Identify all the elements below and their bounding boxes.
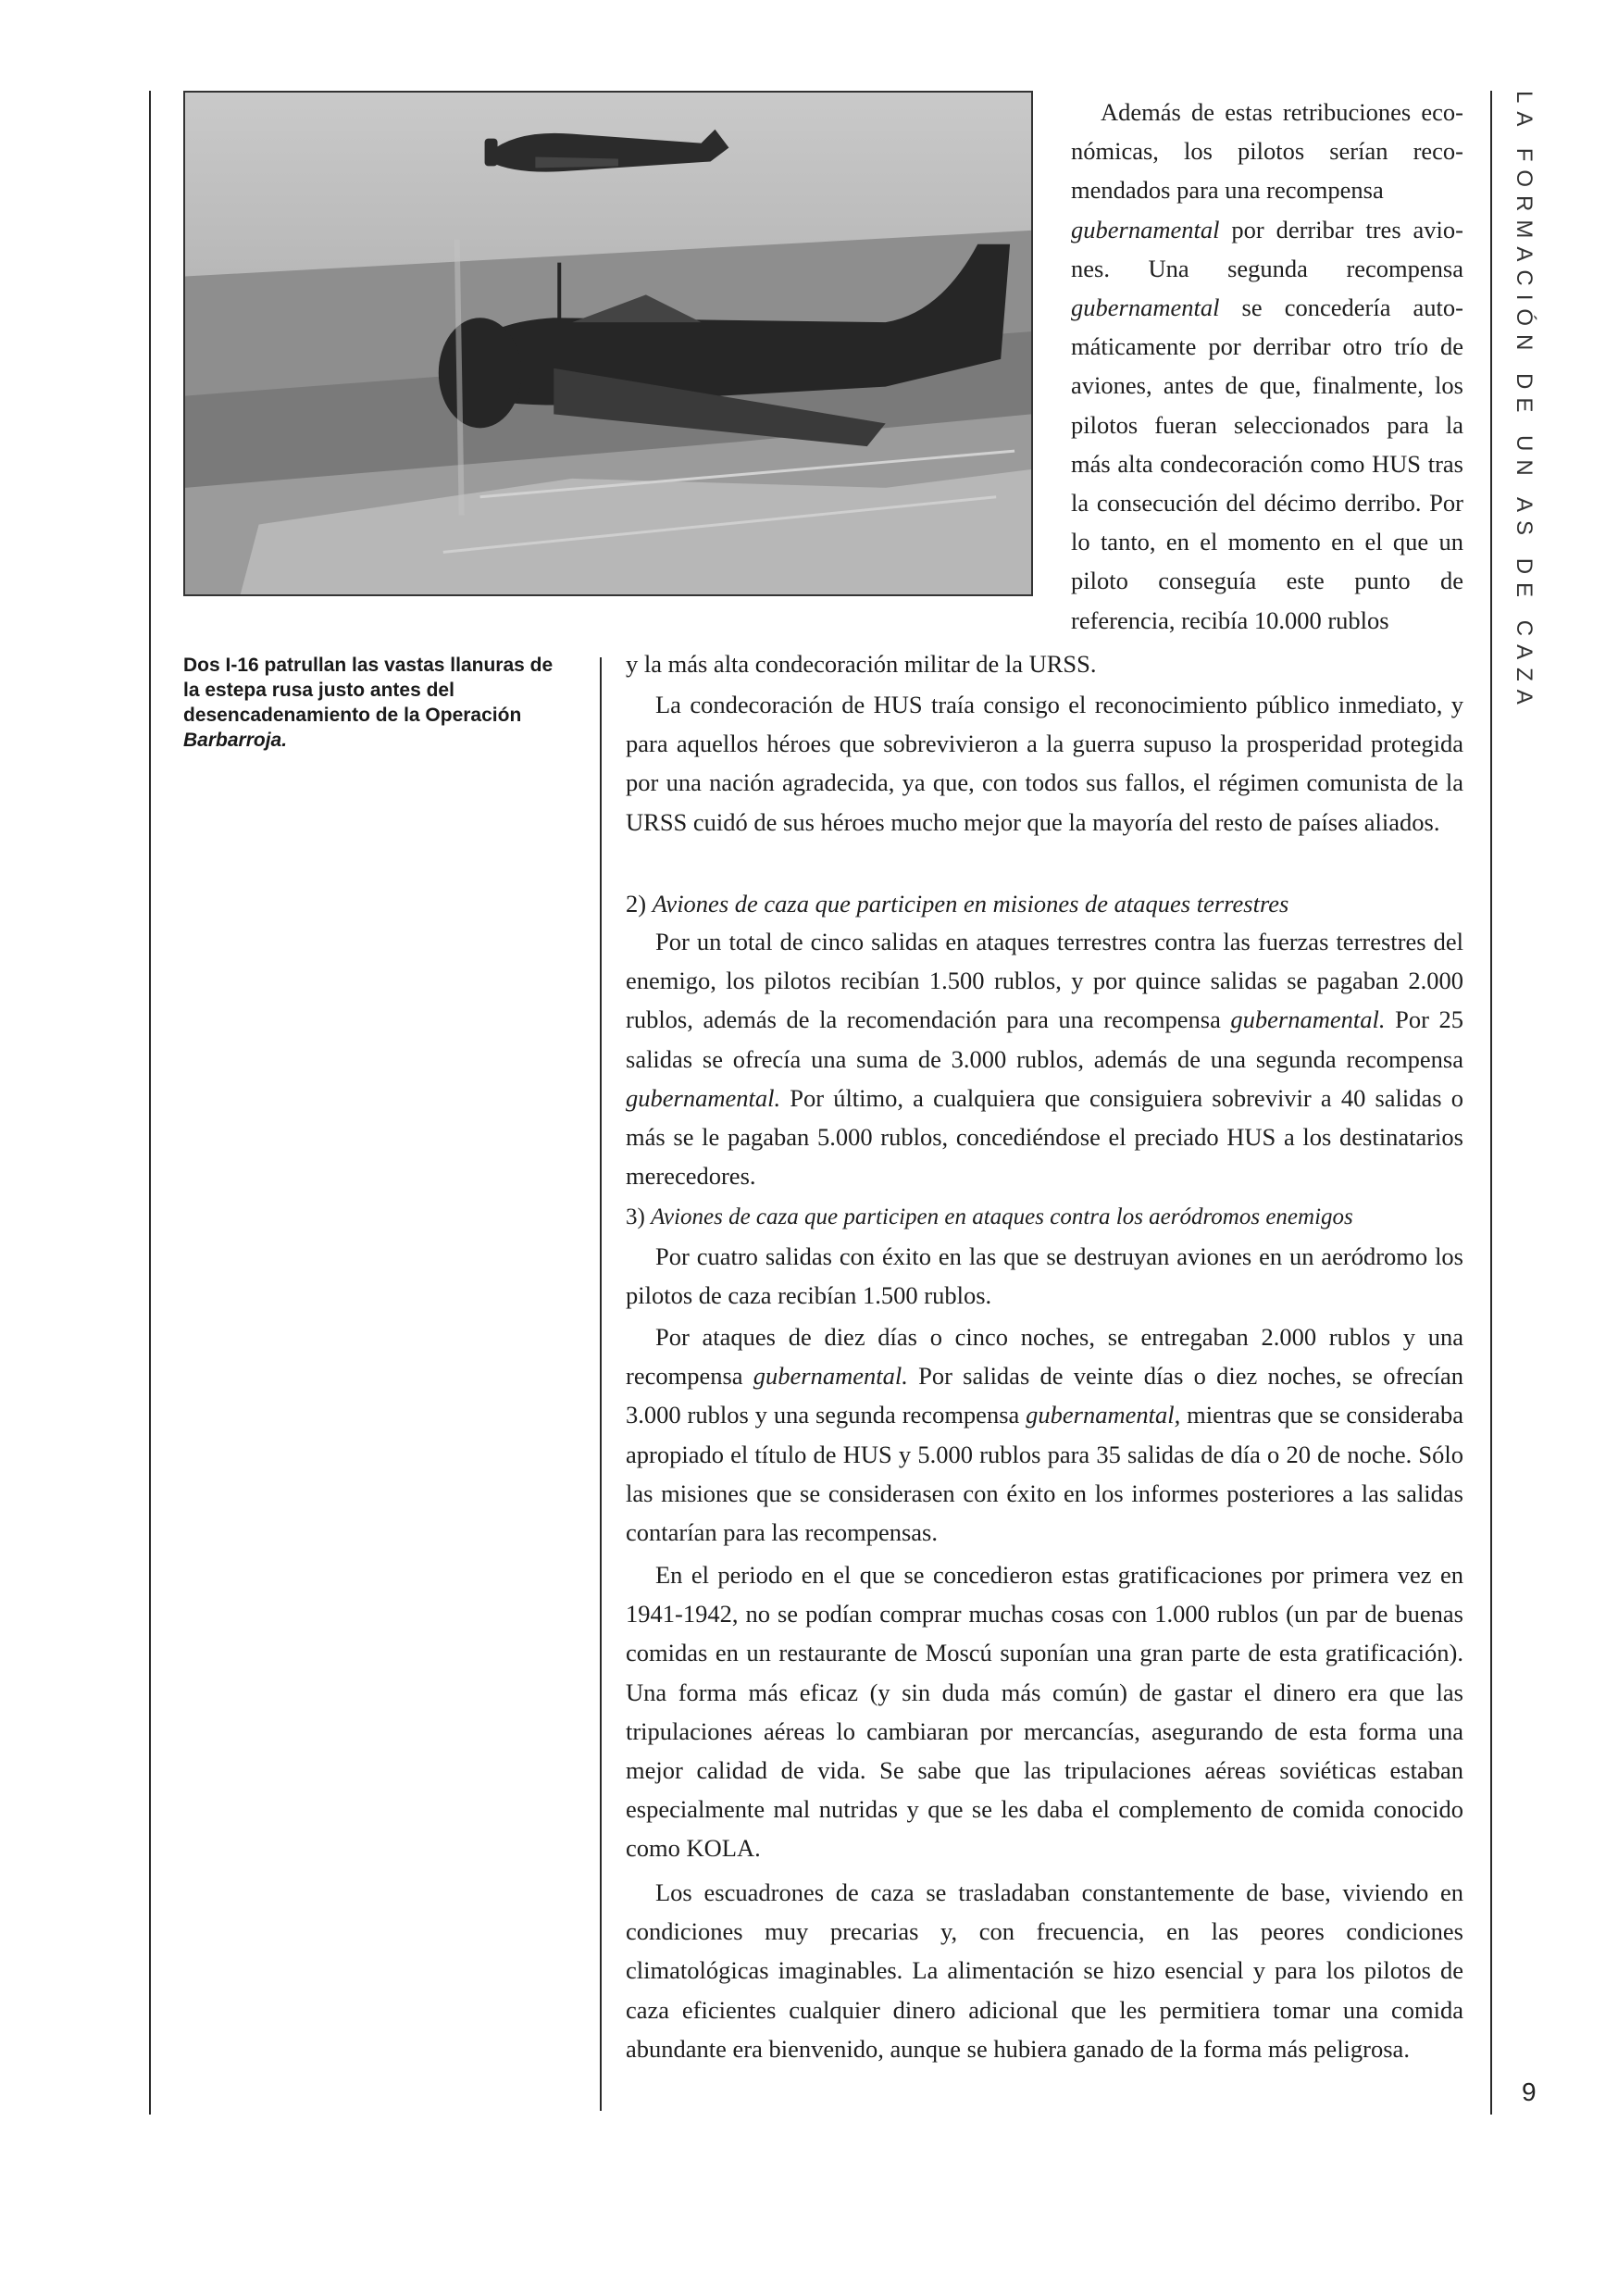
running-head: LA FORMACIÓN DE UN AS DE CAZA bbox=[1512, 91, 1537, 713]
three-b-text-1: Por ataques de diez días o cinco noches, se entregaban 2.000 rublos y una recompensa bbox=[626, 1323, 1463, 1391]
two-text-3: Por último, a cualquiera que consiguiera sobrevivir a 40 salidas o más se le pagaban 5.000 rublos, concediéndose el preciado HUS a los destinatarios merecedores. bbox=[626, 1083, 1463, 1191]
intro-text-1: Además de estas retribuciones económicas, los pilotos serían recomendados para una recompensa bbox=[1071, 98, 1463, 205]
paragraph-airfield-attacks: Por cuatro salidas con éxito en las que se destruyan aviones en un aeródromo los pilotos de caza recibían 1.500 rublos. bbox=[626, 1242, 1463, 1310]
heading-2-text: Aviones de caza que participen en misiones de ataques terrestres bbox=[652, 890, 1289, 917]
paragraph-hus: La condecoración de HUS traía consigo el reconocimiento público inmediato, y para aquellos héroes que sobrevivieron a la guerra supuso la prosperidad protegida por una nación agradecida, ya que, con todos sus fallos, el régimen comunista de la URSS cuidó de sus héroes mucho mejor que la mayoría del resto de países aliados. bbox=[626, 691, 1463, 836]
section-heading-2 bbox=[626, 884, 1288, 923]
paragraph-airfield-rewards bbox=[626, 1317, 1463, 1552]
paragraph-intro-continued: y la más alta condecoración militar de la URSS. bbox=[626, 650, 1097, 678]
right-margin-rule bbox=[1490, 91, 1492, 2115]
two-italic-2: gubernamental. bbox=[626, 1083, 781, 1112]
intro-italic-2: gubernamental bbox=[1071, 293, 1220, 322]
two-text-1: Por un total de cinco salidas en ataques terrestres contra las fuerzas terrestres del enemigo, los pilotos recibían 1.500 rublos, y por quince salidas se pagaban 2.000 rublos, además de la recomendación para una recompensa bbox=[626, 928, 1463, 1034]
left-margin-rule bbox=[149, 91, 151, 2115]
three-b-text-3: mientras que se consideraba apropiado el título de HUS y 5.000 rublos para 35 salidas de día o 20 de noche. Sólo las misiones que se considerasen con éxito en los informes posteriores a las salidas contarían para las recompensas. bbox=[626, 1401, 1463, 1547]
caption-italic: Barbarroja. bbox=[183, 730, 288, 751]
paragraph-squadrons: Los escuadrones de caza se trasladaban constantemente de base, viviendo en condiciones muy precarias y, con frecuencia, en las peores condiciones climatológicas imaginables. La alimentación se hizo esencial y para los pilotos de caza eficientes cualquier dinero adicional que les permitiera tomar una comida abundante era bienvenido, aunque se hubiera ganado de la forma más peligrosa. bbox=[626, 1878, 1463, 2063]
three-b-text-2: Por salidas de veinte días o diez noches, se ofrecían 3.000 rublos y una segunda recompensa bbox=[626, 1362, 1463, 1429]
photo-caption bbox=[183, 653, 572, 753]
heading-2-number: 2) bbox=[626, 890, 653, 917]
fighter-planes-photo bbox=[183, 91, 1033, 596]
heading-3-number: 3) bbox=[626, 1204, 652, 1229]
intro-italic-1: gubernamental bbox=[1071, 215, 1220, 243]
intro-text-2: por derribar tres aviones. Una segunda recompensa bbox=[1071, 215, 1463, 282]
paragraph-ground-attacks bbox=[626, 922, 1463, 1195]
page-number: 9 bbox=[1522, 2078, 1537, 2106]
caption-text: Dos I-16 patrullan las vastas llanuras de la estepa rusa justo antes del desencadenamiento de la Operación bbox=[183, 655, 554, 726]
heading-3-text: Aviones de caza que participen en ataques contra los aeródromos enemigos bbox=[651, 1204, 1353, 1229]
intro-text-3: se concedería automáticamente por derribar otro trío de aviones, antes de que, finalmente, los pilotos fueran seleccionados para la más alta condecoración como HUS tras la consecución del décimo derribo. Por lo tanto, en el momento en el que un piloto conseguía este punto de referencia, recibía 10.000 rublos bbox=[1071, 293, 1463, 634]
two-italic-1: gubernamental. bbox=[1230, 1005, 1386, 1034]
column-divider-rule bbox=[600, 657, 602, 2111]
section-heading-3 bbox=[626, 1198, 1353, 1237]
three-b-italic-2: gubernamental, bbox=[1026, 1401, 1181, 1429]
photo-illustration bbox=[185, 93, 1031, 594]
paragraph-intro bbox=[1071, 93, 1463, 640]
paragraph-period: En el periodo en el que se concedieron estas gratificaciones por primera vez en 1941-1942, no se podían comprar muchas cosas con 1.000 rublos (un par de buenas comidas en un restaurante de Moscú suponían una gran parte de esta gratificación). Una forma más eficaz (y sin duda más común) de gastar el dinero era que las tripulaciones aéreas lo cambiaran por mercancías, asegurando de esta forma una mejor calidad de vida. Se sabe que las tripulaciones aéreas soviéticas estaban especialmente mal nutridas y que se les daba el complemento de comida conocido como KOLA. bbox=[626, 1561, 1463, 1863]
two-text-2: Por 25 salidas se ofrecía una suma de 3.000 rublos, además de una segunda recompensa bbox=[626, 1005, 1463, 1073]
three-b-italic-1: gubernamental. bbox=[753, 1362, 908, 1391]
